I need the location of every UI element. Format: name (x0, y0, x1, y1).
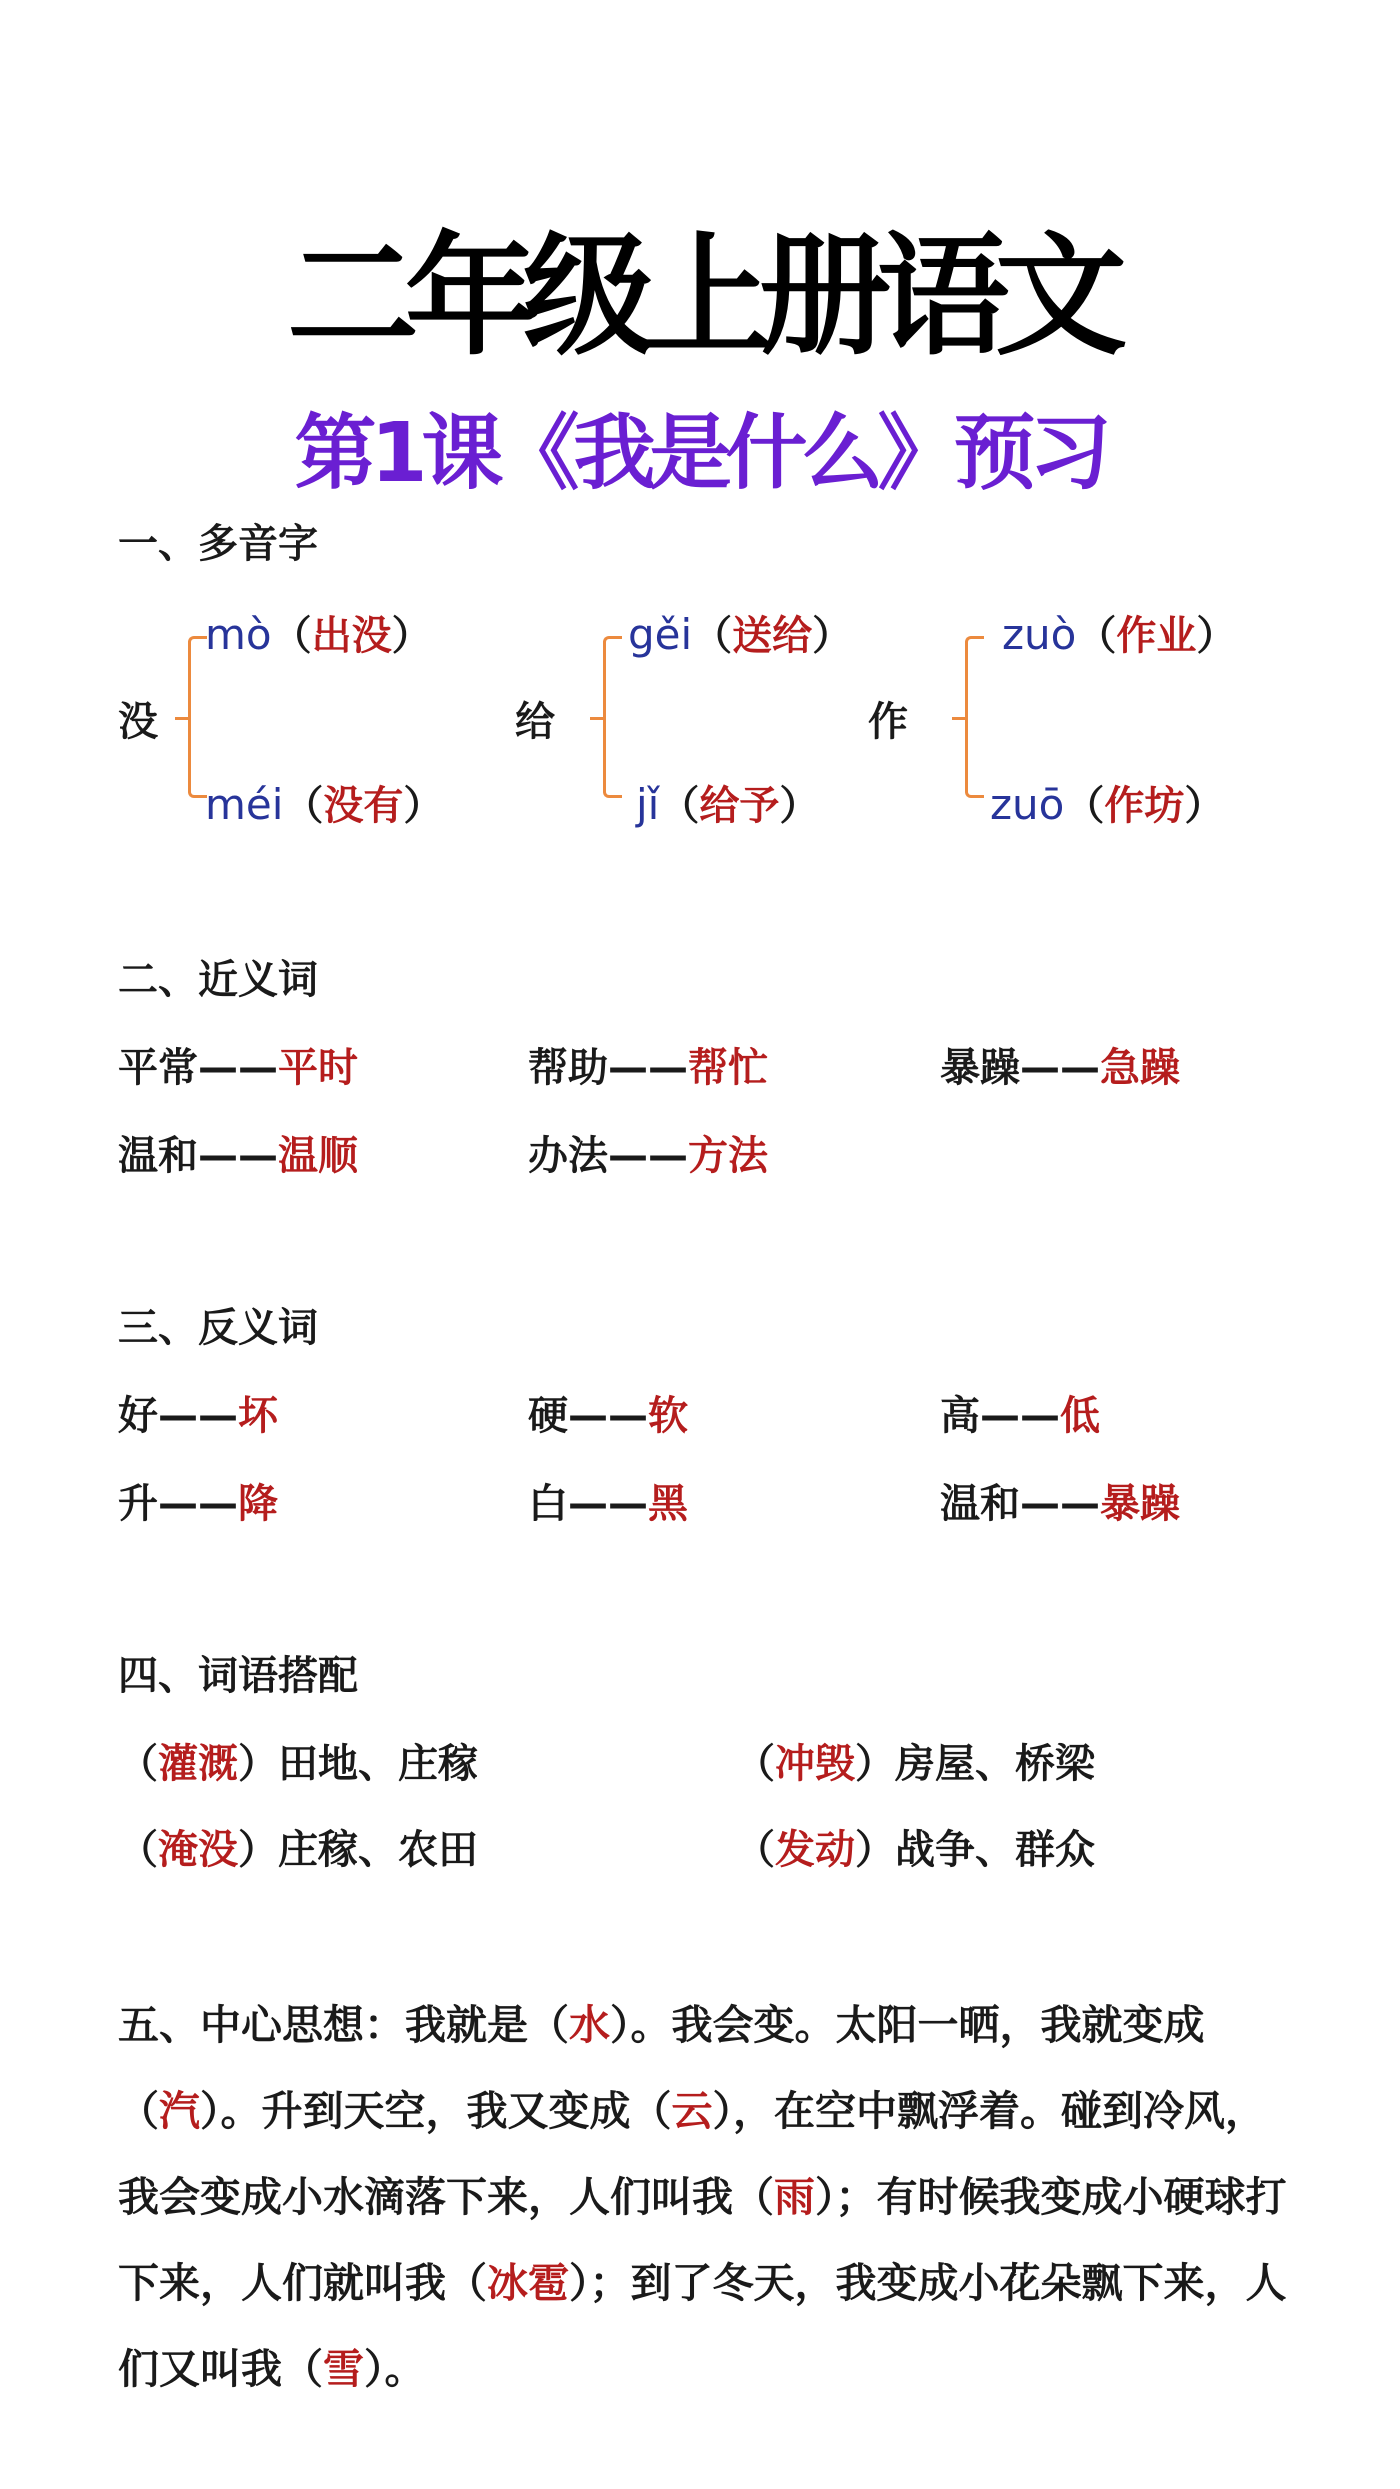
pinyin-entry: zuò（作业） (1002, 610, 1237, 659)
bracket (603, 636, 622, 798)
section-heading-antonyms: 三、反义词 (118, 1305, 318, 1351)
section-heading-collocations: 四、词语搭配 (118, 1653, 358, 1699)
polyphonic-char: 没 (118, 699, 158, 745)
collocation-item: （灌溉）田地、庄稼 (118, 1741, 478, 1787)
collocation-item: （冲毁）房屋、桥梁 (735, 1741, 1095, 1787)
section-heading-polyphonic: 一、多音字 (118, 521, 318, 567)
polyphonic-char: 作 (868, 699, 908, 745)
collocation-item: （淹没）庄稼、农田 (118, 1827, 478, 1873)
section-heading-central-idea: 五、中心思想： (118, 2001, 405, 2049)
antonym-pair: 白——黑 (528, 1481, 688, 1527)
antonym-pair: 好——坏 (118, 1393, 278, 1439)
central-idea-paragraph: 五、中心思想：我就是（水）。我会变。太阳一晒，我就变成（汽）。升到天空，我又变成（云），在空中飘浮着。碰到冷风，我会变成小水滴落下来，人们叫我（雨）；有时候我变成小硬球打下来，人们就叫我（冰雹）；到了冬天，我变成小花朵飘下来，人们又叫我（雪）。 (118, 2001, 1287, 2393)
pinyin-entry: méi（没有） (205, 780, 444, 829)
antonym-pair: 硬——软 (528, 1393, 688, 1439)
polyphonic-char: 给 (515, 699, 555, 745)
lesson-subtitle: 第1课《我是什么》预习 (294, 406, 1106, 501)
synonym-pair: 办法——方法 (528, 1133, 768, 1179)
bracket (965, 636, 984, 798)
antonym-pair: 升——降 (118, 1481, 278, 1527)
pinyin-entry: gěi（送给） (628, 610, 853, 659)
synonym-pair: 平常——平时 (118, 1045, 358, 1091)
synonym-pair: 帮助——帮忙 (528, 1045, 768, 1091)
section-heading-synonyms: 二、近义词 (118, 957, 318, 1003)
pinyin-entry: zuō（作坊） (990, 780, 1225, 829)
synonym-pair: 暴躁——急躁 (940, 1045, 1180, 1091)
antonym-pair: 温和——暴躁 (940, 1481, 1180, 1527)
pinyin-entry: jǐ（给予） (636, 780, 820, 829)
page-title: 二年级上册语文 (287, 220, 1113, 374)
antonym-pair: 高——低 (940, 1393, 1100, 1439)
collocation-item: （发动）战争、群众 (735, 1827, 1095, 1873)
pinyin-entry: mò（出没） (205, 610, 432, 659)
synonym-pair: 温和——温顺 (118, 1133, 358, 1179)
